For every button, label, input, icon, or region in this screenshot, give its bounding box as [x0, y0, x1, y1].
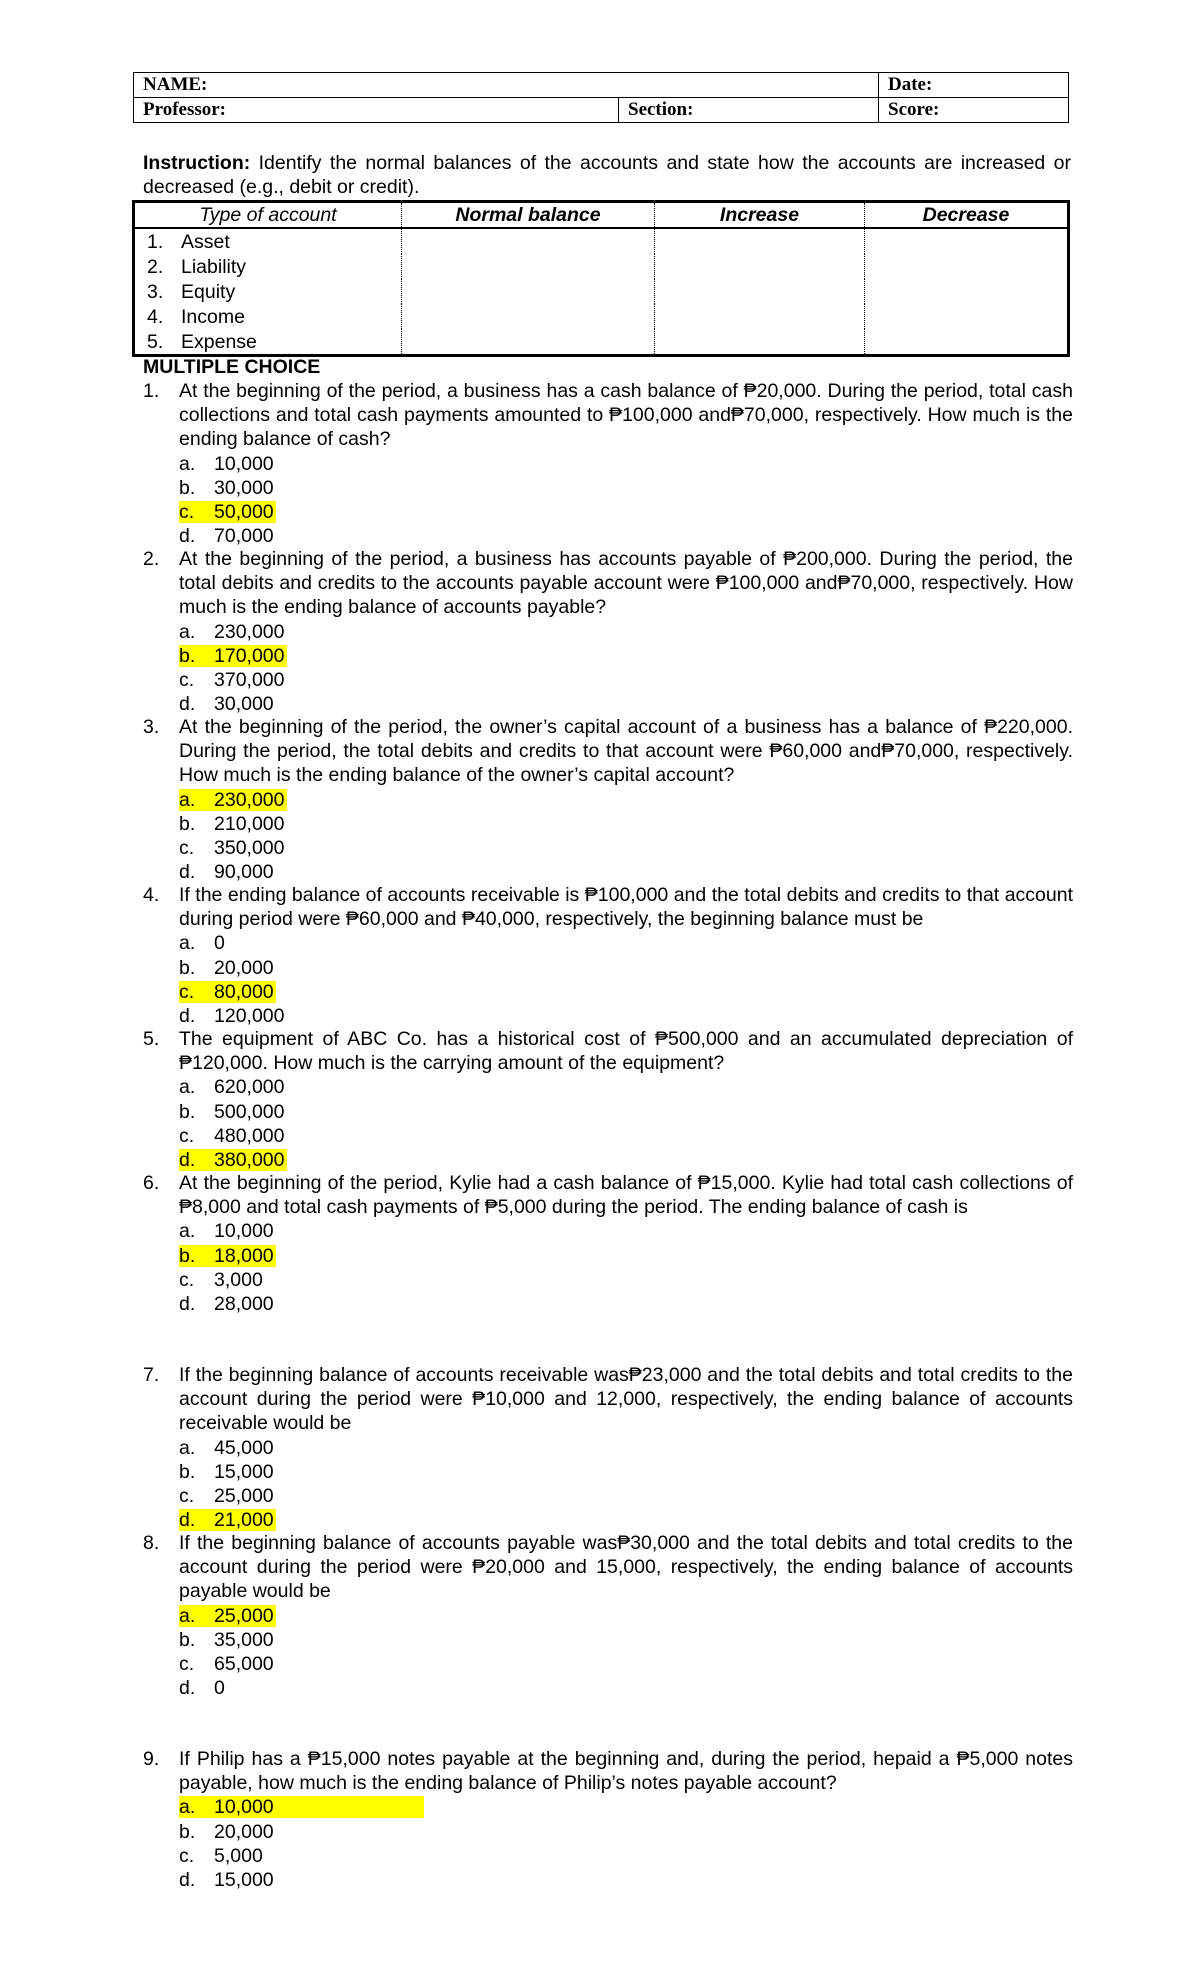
instruction-label: Instruction:	[143, 152, 251, 174]
question-number: 8.	[143, 1532, 160, 1554]
question-1	[143, 379, 1073, 548]
answer-options	[179, 1219, 1073, 1316]
header-info-table	[133, 72, 1069, 123]
question-3	[143, 715, 1073, 884]
option-d[interactable]: d. 90,000	[179, 861, 274, 884]
option-a[interactable]: a. 620,000	[179, 1076, 285, 1099]
option-c-highlighted[interactable]: c. 50,000	[179, 500, 274, 523]
normal-balance-answer-cell[interactable]	[402, 279, 655, 304]
question-text: The equipment of ABC Co. has a historical cost of ₱500,000 and an accumulated depreciation of ₱120,000. How much is the carrying amount of the equipment?	[179, 1028, 1073, 1075]
question-text: At the beginning of the period, the owner’s capital account of a business has a balance of ₱220,000. During the period, the total debits and credits to that account were ₱60,000 and₱70,000, respectively. How much is the ending balance of the owner’s capital account?	[179, 716, 1073, 787]
decrease-answer-cell[interactable]	[865, 254, 1069, 279]
name-cell: NAME:	[134, 73, 879, 98]
decrease-answer-cell[interactable]	[865, 279, 1069, 304]
decrease-answer-cell[interactable]	[865, 329, 1069, 356]
question-7	[143, 1363, 1073, 1532]
option-b-highlighted[interactable]: b. 170,000	[179, 644, 285, 667]
col-increase: Increase	[655, 202, 865, 229]
col-type-of-account: Type of account	[134, 202, 402, 229]
question-text: If the beginning balance of accounts payable was₱30,000 and the total debits and total credits to the account during the period were ₱20,000 and 15,000, respectively, the ending balance of accounts payable would be	[179, 1532, 1073, 1603]
option-c[interactable]: c. 3,000	[179, 1268, 263, 1291]
normal-balance-answer-cell[interactable]	[402, 228, 655, 254]
question-text: At the beginning of the period, Kylie had a cash balance of ₱15,000. Kylie had total cash collections of ₱8,000 and total cash payments of ₱5,000 during the period. The ending balance of cash is	[179, 1172, 1073, 1219]
col-decrease: Decrease	[865, 202, 1069, 229]
instruction-body: Identify the normal balances of the accounts and state how the accounts are increased or decreased (e.g., debit or credit).	[143, 152, 1071, 198]
question-text: If Philip has a ₱15,000 notes payable at the beginning and, during the period, hepaid a ₱5,000 notes payable, how much is the ending balance of Philip’s notes payable account?	[179, 1748, 1073, 1795]
question-text: If the ending balance of accounts receivable is ₱100,000 and the total debits and credits to that account during period were ₱60,000 and ₱40,000, respectively, the beginning balance must be	[179, 884, 1073, 931]
question-2	[143, 547, 1073, 716]
option-b[interactable]: b. 20,000	[179, 1820, 274, 1843]
option-d-highlighted[interactable]: d. 380,000	[179, 1148, 285, 1171]
option-b[interactable]: b. 15,000	[179, 1460, 274, 1483]
option-a[interactable]: a. 0	[179, 932, 225, 955]
answer-options	[179, 452, 1073, 549]
account-type-cell: 5. Expense	[134, 329, 402, 356]
option-c[interactable]: c. 25,000	[179, 1484, 274, 1507]
question-4	[143, 883, 1073, 1028]
increase-answer-cell[interactable]	[655, 329, 865, 356]
option-a[interactable]: a. 10,000	[179, 452, 274, 475]
answer-options	[179, 1075, 1073, 1172]
account-type-cell: 1. Asset	[134, 228, 402, 254]
table-row	[134, 304, 1069, 329]
question-number: 7.	[143, 1364, 160, 1386]
account-type-cell: 2. Liability	[134, 254, 402, 279]
table-row	[134, 254, 1069, 279]
normal-balance-answer-cell[interactable]	[402, 304, 655, 329]
answer-options	[179, 1604, 1073, 1701]
professor-cell: Professor:	[134, 98, 619, 123]
option-c[interactable]: c. 370,000	[179, 668, 285, 691]
option-d[interactable]: d. 0	[179, 1677, 225, 1700]
option-b[interactable]: b. 30,000	[179, 476, 274, 499]
table-row	[134, 329, 1069, 356]
option-c[interactable]: c. 5,000	[179, 1844, 263, 1867]
instruction-text	[143, 151, 1071, 199]
account-type-cell: 4. Income	[134, 304, 402, 329]
score-cell: Score:	[879, 98, 1069, 123]
question-6	[143, 1171, 1073, 1316]
option-b[interactable]: b. 20,000	[179, 956, 274, 979]
option-d-highlighted[interactable]: d. 21,000	[179, 1509, 274, 1532]
option-c[interactable]: c. 350,000	[179, 836, 285, 859]
increase-answer-cell[interactable]	[655, 254, 865, 279]
increase-answer-cell[interactable]	[655, 228, 865, 254]
answer-options	[179, 931, 1073, 1028]
decrease-answer-cell[interactable]	[865, 304, 1069, 329]
multiple-choice-heading: MULTIPLE CHOICE	[143, 356, 321, 378]
increase-answer-cell[interactable]	[655, 304, 865, 329]
answer-options	[179, 1795, 1073, 1892]
question-9	[143, 1747, 1073, 1892]
table-header-row	[134, 202, 1069, 229]
answer-options	[179, 620, 1073, 717]
question-number: 3.	[143, 716, 160, 738]
option-a-highlighted[interactable]: a. 10,000	[179, 1795, 1073, 1819]
option-a[interactable]: a. 45,000	[179, 1436, 274, 1459]
account-balances-table	[132, 200, 1070, 357]
question-text: At the beginning of the period, a business has a cash balance of ₱20,000. During the period, total cash collections and total cash payments amounted to ₱100,000 and₱70,000, respectively. How much is the ending balance of cash?	[179, 380, 1073, 451]
question-text: If the beginning balance of accounts receivable was₱23,000 and the total debits and total credits to the account during the period were ₱10,000 and 12,000, respectively, the ending balance of accounts receivable would be	[179, 1364, 1073, 1435]
answer-options	[179, 788, 1073, 885]
answer-options	[179, 1436, 1073, 1533]
normal-balance-answer-cell[interactable]	[402, 329, 655, 356]
question-number: 5.	[143, 1028, 160, 1050]
option-b-highlighted[interactable]: b. 18,000	[179, 1244, 274, 1267]
option-a[interactable]: a. 230,000	[179, 620, 285, 643]
question-number: 4.	[143, 884, 160, 906]
question-8	[143, 1531, 1073, 1700]
option-a[interactable]: a. 10,000	[179, 1220, 274, 1243]
option-c[interactable]: c. 65,000	[179, 1652, 274, 1675]
option-d[interactable]: d. 30,000	[179, 693, 274, 716]
account-type-cell: 3. Equity	[134, 279, 402, 304]
question-number: 1.	[143, 380, 160, 402]
option-b[interactable]: b. 500,000	[179, 1100, 285, 1123]
question-number: 2.	[143, 548, 160, 570]
date-cell: Date:	[879, 73, 1069, 98]
option-d[interactable]: d. 120,000	[179, 1004, 285, 1027]
option-d[interactable]: d. 15,000	[179, 1868, 274, 1891]
table-row	[134, 228, 1069, 254]
normal-balance-answer-cell[interactable]	[402, 254, 655, 279]
option-b[interactable]: b. 210,000	[179, 812, 285, 835]
question-number: 6.	[143, 1172, 160, 1194]
option-a-highlighted[interactable]: a. 25,000	[179, 1604, 274, 1627]
option-d[interactable]: d. 28,000	[179, 1292, 274, 1315]
option-c-highlighted[interactable]: c. 80,000	[179, 980, 274, 1003]
option-c[interactable]: c. 480,000	[179, 1124, 285, 1147]
option-b[interactable]: b. 35,000	[179, 1628, 274, 1651]
question-text: At the beginning of the period, a business has accounts payable of ₱200,000. During the period, the total debits and credits to the accounts payable account were ₱100,000 and₱70,000, respectively. How much is the ending balance of accounts payable?	[179, 548, 1073, 619]
table-row	[134, 279, 1069, 304]
question-number: 9.	[143, 1748, 160, 1770]
section-cell: Section:	[619, 98, 879, 123]
col-normal-balance: Normal balance	[402, 202, 655, 229]
question-5	[143, 1027, 1073, 1172]
increase-answer-cell[interactable]	[655, 279, 865, 304]
decrease-answer-cell[interactable]	[865, 228, 1069, 254]
option-d[interactable]: d. 70,000	[179, 525, 274, 548]
option-a-highlighted[interactable]: a. 230,000	[179, 788, 285, 811]
